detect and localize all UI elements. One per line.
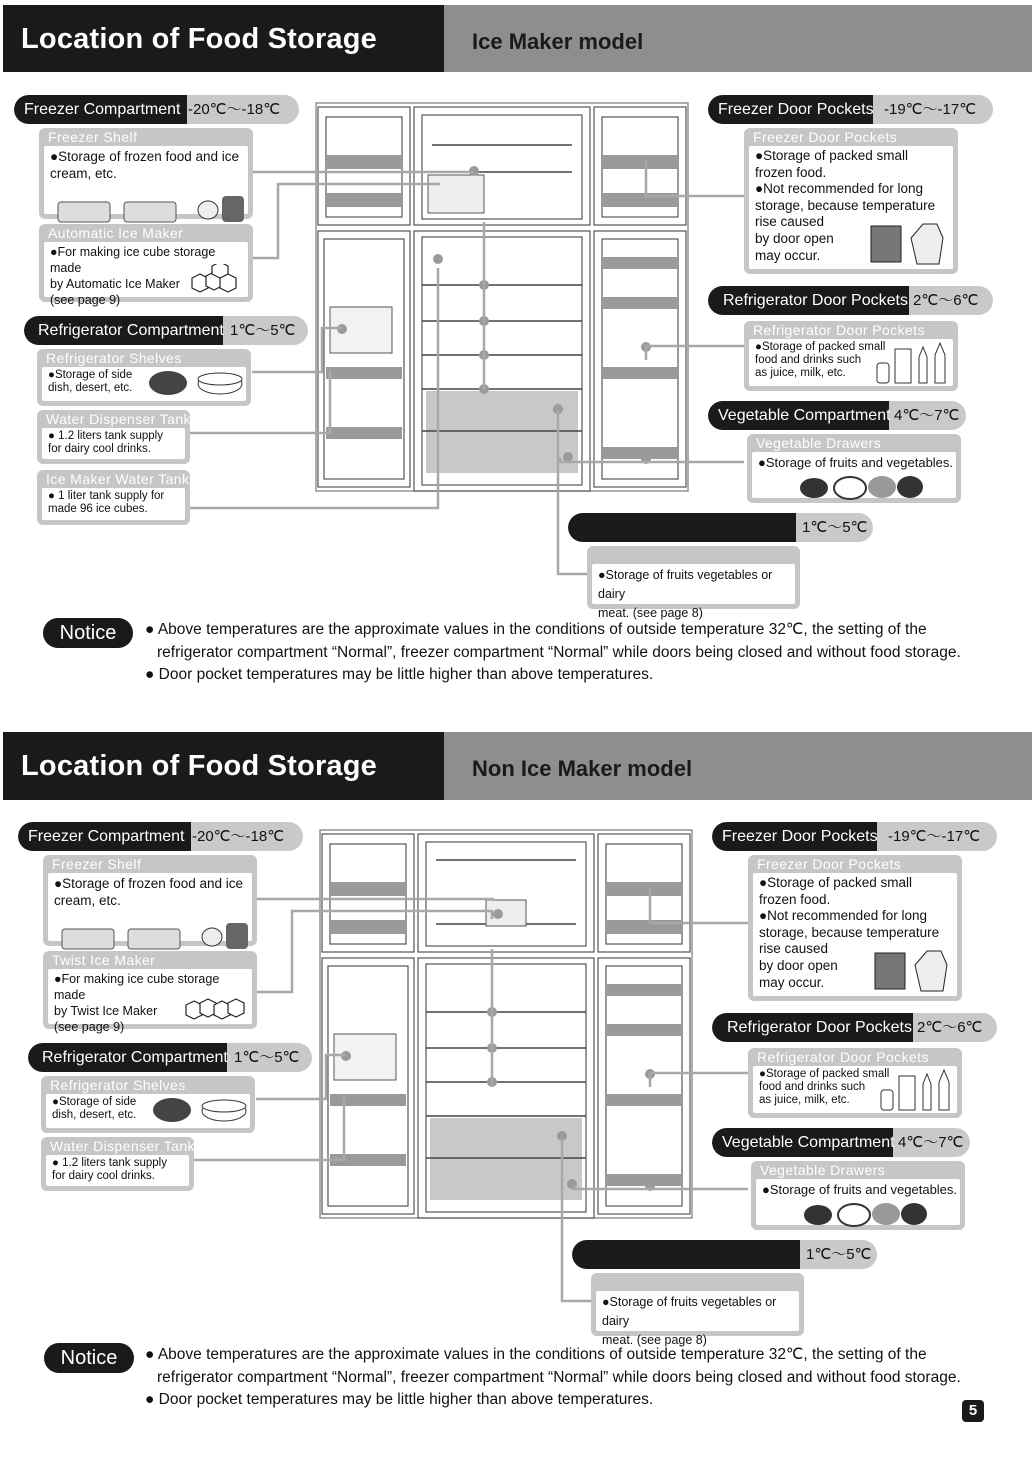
notice-text xyxy=(145,619,961,687)
section-ice-maker-model xyxy=(0,0,1032,700)
refrigerator-door-pockets-text: ●Storage of packed small food and drinks such as juice, milk, etc. xyxy=(759,1068,890,1106)
vegetable-compartment-name: Vegetable Compartment xyxy=(708,401,889,430)
vegetables-icon xyxy=(798,472,928,500)
vegetable-compartment-temp: 4℃～7℃ xyxy=(898,1134,964,1151)
freezer-shelf-title: Freezer Shelf xyxy=(48,129,138,145)
freezer-compartment-label xyxy=(14,95,299,124)
ice-maker-box xyxy=(39,224,253,307)
drinks-icon xyxy=(875,341,953,385)
model-title: Non Ice Maker model xyxy=(472,756,693,781)
ice-cubes-icon xyxy=(178,991,250,1023)
refrigerator-shelves-title: Refrigerator Shelves xyxy=(50,1077,186,1093)
notice-text xyxy=(145,1344,961,1412)
water-dispenser-tank-title: Water Dispenser Tank xyxy=(46,411,191,427)
vegetable-drawers-box xyxy=(751,1161,965,1230)
refrigerator-door-pockets-box xyxy=(744,321,958,391)
freezer-shelf-box xyxy=(43,855,257,946)
freezer-shelf-box xyxy=(39,128,253,219)
freezer-compartment-name: Freezer Compartment xyxy=(18,822,191,851)
refrigerator-shelves-title: Refrigerator Shelves xyxy=(46,350,182,366)
refrigerator-door-pockets-temp: 2℃～6℃ xyxy=(913,292,979,309)
vegetable-drawers-title: Vegetable Drawers xyxy=(760,1162,886,1178)
vegetable-drawers-box xyxy=(747,434,961,503)
refrigerator-shelves-text: ●Storage of side dish, desert, etc. xyxy=(52,1096,137,1121)
refrigerator-compartment-temp: 1℃～5℃ xyxy=(230,322,296,339)
freezer-door-pockets-label xyxy=(708,95,993,124)
refrigerator-door-pockets-box-title: Refrigerator Door Pockets xyxy=(753,322,925,338)
refrigerator-shelves-text: ●Storage of side dish, desert, etc. xyxy=(48,369,133,394)
vegetable-compartment-temp: 4℃～7℃ xyxy=(894,407,960,424)
refrigerator-compartment-temp: 1℃～5℃ xyxy=(234,1049,300,1066)
ice-maker-text: ●For making ice cube storage made by Automatic Ice Maker (see page 9) xyxy=(50,245,216,307)
freezer-shelf-title: Freezer Shelf xyxy=(52,856,142,872)
notice-line-1: ● Above temperatures are the approximate values in the conditions of outside temperature 32℃, the setting of the xyxy=(145,621,927,638)
chilled-compartment-name-bar xyxy=(568,513,796,542)
freezer-compartment-temp: -20℃～-18℃ xyxy=(192,828,285,845)
notice-label: Notice xyxy=(44,1343,134,1373)
refrigerator-door-pockets-label xyxy=(708,286,993,315)
freezer-door-pockets-box xyxy=(748,855,962,1001)
ice-maker-water-tank-box xyxy=(37,470,190,525)
freezer-compartment-name: Freezer Compartment xyxy=(14,95,187,124)
ice-maker-title: Automatic Ice Maker xyxy=(48,225,184,241)
section-title: Location of Food Storage xyxy=(21,750,378,782)
section-non-ice-maker-model xyxy=(0,727,1032,1427)
page-number: 5 xyxy=(962,1400,984,1422)
dish-icon xyxy=(148,369,244,399)
water-dispenser-tank-text: ● 1.2 liters tank supply for dairy cool drinks. xyxy=(52,1157,167,1182)
freezer-door-pockets-text: ●Storage of packed small frozen food. ●Not recommended for long storage, because temperature rise caused by door open may occur. xyxy=(759,875,940,990)
refrigerator-door-pockets-name: Refrigerator Door Pockets xyxy=(708,286,909,315)
vegetable-compartment-label xyxy=(712,1128,970,1157)
freezer-shelf-text: ●Storage of frozen food and ice cream, etc. xyxy=(54,876,244,908)
water-dispenser-tank-box xyxy=(41,1137,194,1191)
refrigerator-door-pockets-temp: 2℃～6℃ xyxy=(917,1019,983,1036)
freezer-door-pockets-name: Freezer Door Pockets xyxy=(712,822,877,851)
ice-maker-water-tank-title: Ice Maker Water Tank xyxy=(46,471,190,487)
notice-line-2: refrigerator compartment “Normal”, freezer compartment “Normal” while doors being closed and without food storage. xyxy=(157,1368,961,1386)
notice-line-3: ● Door pocket temperatures may be little higher than above temperatures. xyxy=(145,666,654,683)
notice-line-1: ● Above temperatures are the approximate values in the conditions of outside temperature 32℃, the setting of the xyxy=(145,1346,927,1363)
refrigerator-door-pockets-box xyxy=(748,1048,962,1118)
chilled-compartment-label xyxy=(568,513,873,542)
freezer-door-pockets-box-title: Freezer Door Pockets xyxy=(757,856,902,872)
frozen-packages-icon xyxy=(867,220,947,266)
refrigerator-compartment-label xyxy=(28,1043,312,1072)
chilled-compartment-box xyxy=(591,1273,804,1347)
freezer-door-pockets-text: ●Storage of packed small frozen food. ●Not recommended for long storage, because temperature rise caused by door open may occur. xyxy=(755,148,936,263)
vegetables-icon xyxy=(802,1199,932,1227)
chilled-compartment-label xyxy=(572,1240,877,1269)
refrigerator-compartment-name: Refrigerator Compartment xyxy=(28,1043,227,1072)
refrigerator-shelves-box xyxy=(37,349,251,406)
chilled-compartment-temp: 1℃～5℃ xyxy=(806,1246,872,1263)
freezer-door-pockets-name: Freezer Door Pockets xyxy=(708,95,873,124)
water-dispenser-tank-box xyxy=(37,410,190,464)
chilled-compartment-text: ●Storage of fruits vegetables or dairy meat. (see page 8) xyxy=(602,1295,777,1347)
frozen-packages-icon xyxy=(871,947,951,993)
chilled-compartment-temp: 1℃～5℃ xyxy=(802,519,868,536)
model-title: Ice Maker model xyxy=(472,29,644,54)
vegetable-drawers-text: ●Storage of fruits and vegetables. xyxy=(762,1182,958,1197)
chilled-compartment-text: ●Storage of fruits vegetables or dairy meat. (see page 8) xyxy=(598,568,773,620)
notice-line-3: ● Door pocket temperatures may be little higher than above temperatures. xyxy=(145,1391,654,1408)
frozen-food-icon xyxy=(56,196,246,224)
freezer-compartment-label xyxy=(18,822,303,851)
refrigerator-door-pockets-label xyxy=(712,1013,997,1042)
notice-label: Notice xyxy=(43,618,133,648)
vegetable-drawers-text: ●Storage of fruits and vegetables. xyxy=(758,455,954,470)
vegetable-drawers-title: Vegetable Drawers xyxy=(756,435,882,451)
section-title: Location of Food Storage xyxy=(21,23,378,55)
ice-maker-water-tank-text: ● 1 liter tank supply for made 96 ice cubes. xyxy=(48,490,165,515)
vegetable-compartment-label xyxy=(708,401,966,430)
ice-maker-text: ●For making ice cube storage made by Twist Ice Maker (see page 9) xyxy=(54,972,220,1034)
freezer-door-pockets-temp: -19℃～-17℃ xyxy=(884,101,977,118)
chilled-compartment-name-bar xyxy=(572,1240,800,1269)
ice-maker-title: Twist Ice Maker xyxy=(52,952,156,968)
notice-line-2: refrigerator compartment “Normal”, freezer compartment “Normal” while doors being closed and without food storage. xyxy=(157,643,961,661)
dish-icon xyxy=(152,1096,248,1126)
freezer-door-pockets-label xyxy=(712,822,997,851)
frozen-food-icon xyxy=(60,923,250,951)
refrigerator-compartment-name: Refrigerator Compartment xyxy=(24,316,223,345)
freezer-door-pockets-temp: -19℃～-17℃ xyxy=(888,828,981,845)
refrigerator-door-pockets-name: Refrigerator Door Pockets xyxy=(712,1013,913,1042)
ice-cubes-icon xyxy=(184,264,246,296)
freezer-door-pockets-box-title: Freezer Door Pockets xyxy=(753,129,898,145)
water-dispenser-tank-title: Water Dispenser Tank xyxy=(50,1138,195,1154)
refrigerator-compartment-label xyxy=(24,316,308,345)
freezer-compartment-temp: -20℃～-18℃ xyxy=(188,101,281,118)
chilled-compartment-box xyxy=(587,546,800,620)
drinks-icon xyxy=(879,1068,957,1112)
vegetable-compartment-name: Vegetable Compartment xyxy=(712,1128,893,1157)
freezer-shelf-text: ●Storage of frozen food and ice cream, etc. xyxy=(50,149,240,181)
ice-maker-box xyxy=(43,951,257,1034)
water-dispenser-tank-text: ● 1.2 liters tank supply for dairy cool drinks. xyxy=(48,430,163,455)
freezer-door-pockets-box xyxy=(744,128,958,274)
refrigerator-shelves-box xyxy=(41,1076,255,1133)
refrigerator-door-pockets-text: ●Storage of packed small food and drinks such as juice, milk, etc. xyxy=(755,341,886,379)
refrigerator-door-pockets-box-title: Refrigerator Door Pockets xyxy=(757,1049,929,1065)
